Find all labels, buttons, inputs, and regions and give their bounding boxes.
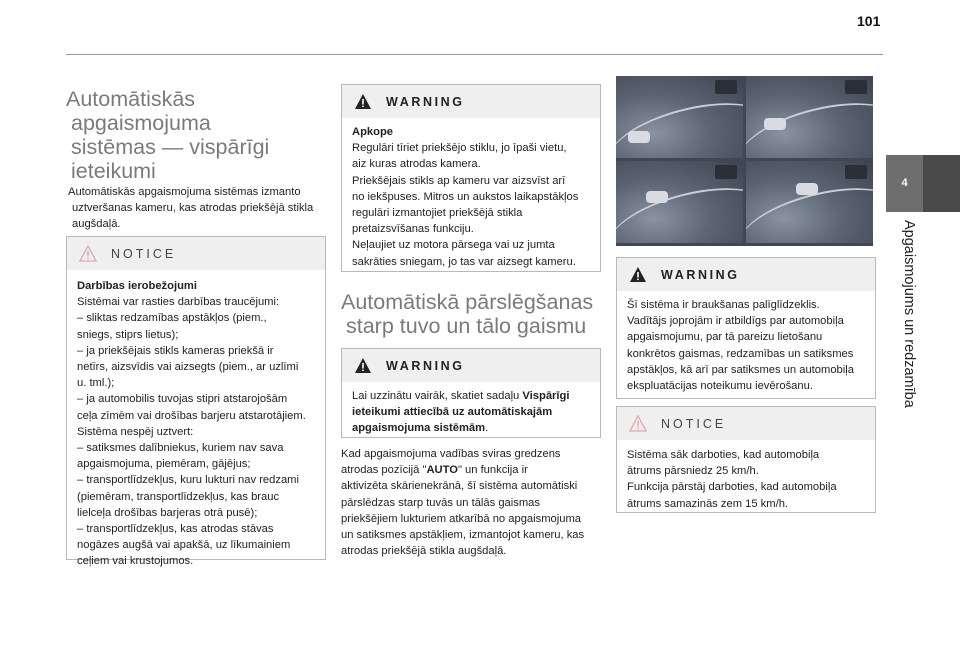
warning-header: WARNING — [617, 258, 875, 291]
warning-triangle-icon — [629, 266, 647, 283]
warning-header: WARNING — [342, 349, 600, 382]
beam-indicator-icon — [845, 80, 867, 94]
warning-box-maintenance — [341, 84, 601, 272]
scene-bottom-left — [616, 161, 743, 243]
vehicle-icon — [628, 131, 650, 143]
notice-triangle-icon — [79, 245, 97, 262]
notice-body: Sistēma sāk darboties, kad automobiļa ātrums pārsniedz 25 km/h. Funkcija pārstāj darboties, kad automobiļa ātrums samazinās zem 15 km/h. — [627, 449, 837, 510]
notice-box-speed — [616, 406, 876, 513]
vehicle-icon — [796, 183, 818, 195]
beam-indicator-icon — [715, 165, 737, 179]
auto-beam-paragraph: Kad apgaismojuma vadības sviras gredzens atrodas pozīcijā "AUTO" un funkcija ir aktivizēta skārienekrānā, šī sistēma automātiski pārslēdzas starp tuvās un tālās gaismas priekšējiem lukturiem atkarībā no apgaismojuma un satiksmes apstākļiem, izmantojot kameru, kas atrodas priekšējā stikla augšdaļā. — [341, 448, 585, 558]
page-number: 101 — [857, 13, 881, 29]
cross-reference-link[interactable]: Vispārīgi — [522, 390, 570, 402]
notice-box-limitations — [66, 236, 326, 568]
beam-indicator-icon — [845, 165, 867, 179]
notice-header: NOTICE — [617, 407, 875, 440]
scene-top-right — [746, 76, 873, 158]
chapter-title: Apgaismojums un redzamība — [901, 220, 917, 408]
warning-body: Šī sistēma ir braukšanas palīglīdzeklis. Vadītājs joprojām ir atbildīgs par automobiļa apgaismojumu, par tā pareizu lietošanu konkrētos gaismas, redzamības un satiksmes apstākļos, kā arī par satiksmes un automobiļa ekspluatācijas noteikumu ievērošanu. — [627, 299, 854, 393]
warning-body: Lai uzzinātu vairāk, skatiet sadaļu Vispārīgi ieteikumi attiecībā uz automātiskajām apgaismojuma sistēmām. — [352, 390, 570, 435]
warning-header: WARNING — [342, 85, 600, 118]
warning-box-driver-aid — [616, 257, 876, 399]
section-heading-auto-beam: Automātiskā pārslēgšanas starp tuvo un tālo gaismu — [341, 290, 594, 338]
notice-body: Darbības ierobežojumi Sistēmai var rasties darbības traucējumi: – sliktas redzamības apstākļos (piem., sniegs, stiprs lietus); – ja priekšējais stikls kameras priekšā ir netīrs, aizsvīdis vai aizsegts (piem., ar uzlīmi u. tml.); – ja automobilis tuvojas stipri atstarojošām ceļa zīmēm vai drošības barjeru atstarotājiem. Sistēma nespēj uztvert: – satiksmes dalībniekus, kuriem nav sava apgaismojuma, piemēram, gājējus; – transportlīdzekļus, kuru lukturi nav redzami (piemēram, transportlīdzekļus, kas brauc lielceļa drošības barjeras otrā pusē); – transportlīdzekļus, kas atrodas stāvas nogāzes augšā vai apakšā, uz līkumainiem ceļiem vai krustojumos. — [77, 280, 306, 568]
scene-top-left — [616, 76, 743, 158]
notice-header: NOTICE — [67, 237, 325, 270]
beam-indicator-icon — [715, 80, 737, 94]
headlight-camera-illustration — [616, 76, 873, 246]
notice-triangle-icon — [629, 415, 647, 432]
warning-body: Apkope Regulāri tīriet priekšējo stiklu, jo īpaši vietu, aiz kuras atrodas kamera. Priekšējais stikls ap kameru var aizsvīst arī no iekšpuses. Mitros un aukstos laikapstākļos regulāri izmantojiet priekšējā stikla pretaizsvīšanas funkciju. Neļaujiet uz motora pārsega vai uz jumta sakrāties sniegam, jo tas var aizsegt kameru. — [352, 126, 579, 268]
section-heading-general: Automātiskās apgaismojuma sistēmas — vispārīgi ieteikumi — [66, 87, 270, 183]
vehicle-icon — [646, 191, 668, 203]
intro-paragraph: Automātiskās apgaismojuma sistēmas izmanto uztveršanas kameru, kas atrodas priekšējā stikla augšdaļā. — [68, 186, 314, 231]
vehicle-icon — [764, 118, 786, 130]
chapter-tab-marker — [923, 155, 960, 212]
chapter-tab[interactable]: 4 — [886, 155, 923, 212]
warning-triangle-icon — [354, 93, 372, 110]
scene-bottom-right — [746, 161, 873, 243]
warning-box-reference — [341, 348, 601, 438]
warning-triangle-icon — [354, 357, 372, 374]
top-rule — [66, 54, 883, 55]
